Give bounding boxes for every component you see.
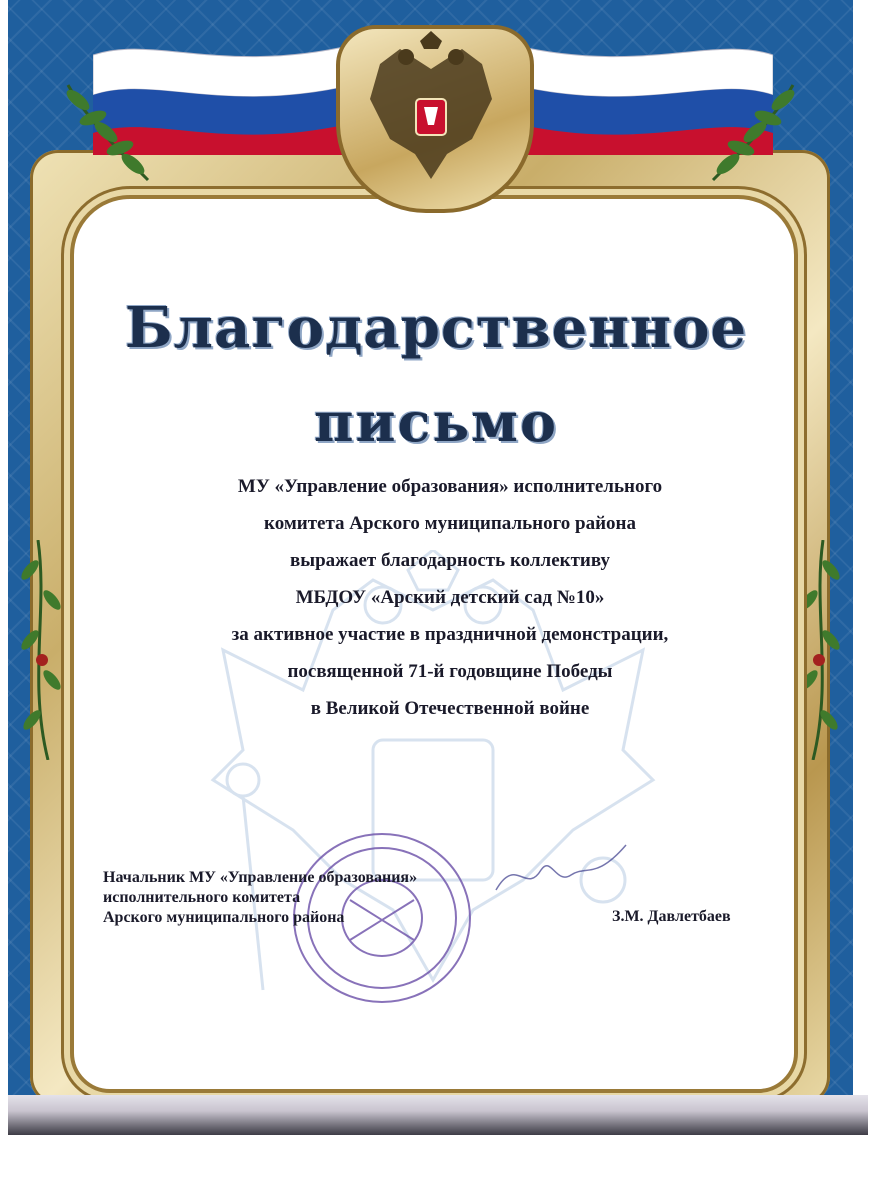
laurel-side-right-icon	[793, 540, 853, 760]
body-text	[120, 468, 780, 727]
signatory-line: Арского муниципального района	[103, 909, 345, 926]
body-line: в Великой Отечественной войне	[310, 698, 590, 719]
laurel-right-icon	[703, 80, 813, 190]
body-line: посвященной 71-й годовщине Победы	[287, 661, 613, 682]
laurel-left-icon	[48, 80, 158, 190]
scan-edge	[8, 1095, 868, 1135]
title-line-2: письмо	[313, 390, 559, 454]
coat-of-arms-shield	[336, 25, 534, 213]
double-headed-eagle-icon	[340, 29, 522, 201]
body-line: МУ «Управление образования» исполнительного	[237, 476, 663, 497]
title-line-1: Благодарственное	[124, 295, 748, 361]
signatory-line: Начальник МУ «Управление образования»	[103, 869, 418, 886]
body-line: выражает благодарность коллективу	[290, 550, 610, 571]
handwritten-signature-icon	[486, 835, 636, 905]
laurel-side-left-icon	[8, 540, 68, 760]
signatory-position	[103, 868, 503, 928]
body-line: за активное участие в праздничной демонстрации,	[231, 624, 669, 645]
body-line: комитета Арского муниципального района	[264, 513, 636, 534]
signatory-name: З.М. Давлетбаев	[612, 908, 731, 925]
signatory-line: исполнительного комитета	[103, 889, 301, 906]
body-line: МБДОУ «Арский детский сад №10»	[295, 587, 605, 608]
